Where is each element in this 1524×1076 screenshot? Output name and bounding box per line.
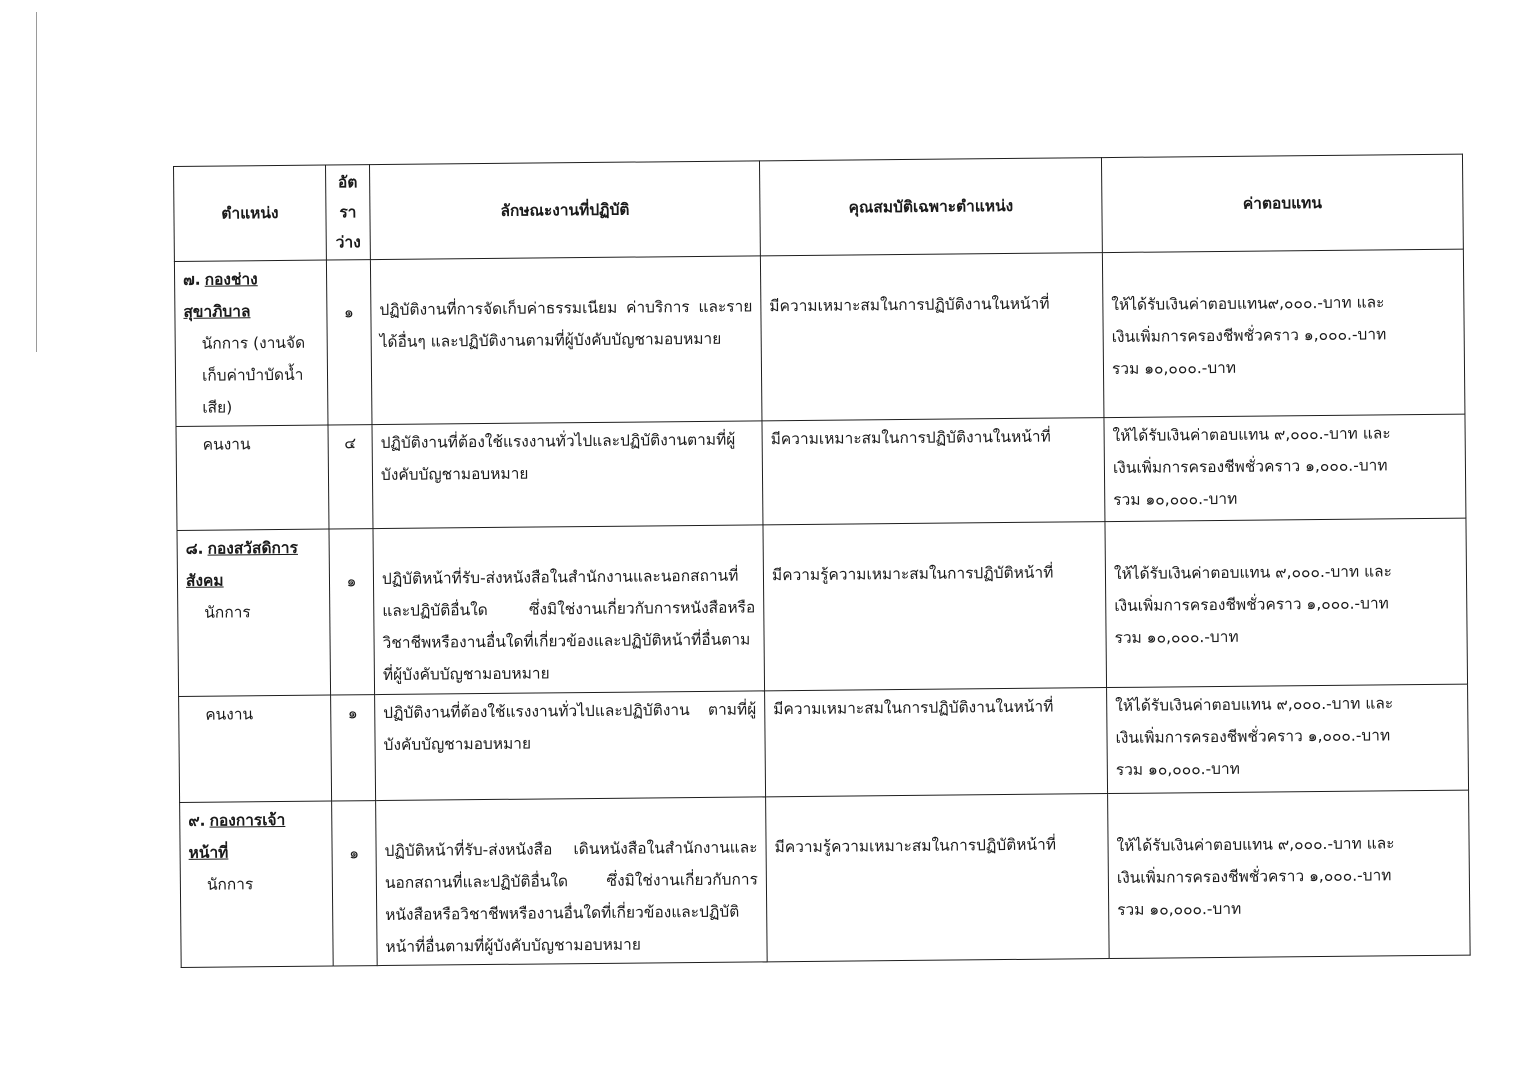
position-title: คนงาน bbox=[205, 705, 254, 724]
position-cell bbox=[179, 695, 332, 802]
qualifications-cell bbox=[760, 253, 1104, 421]
rate-value: ๑ bbox=[346, 572, 357, 591]
qualifications-cell bbox=[763, 522, 1107, 691]
section-name: กองช่างสุขาภิบาล bbox=[183, 270, 258, 321]
duties-cell bbox=[373, 525, 765, 695]
header-duties: ลักษณะงานที่ปฏิบัติ bbox=[369, 161, 760, 260]
rate-value: ๔ bbox=[344, 434, 357, 453]
compensation-cell bbox=[1108, 790, 1471, 958]
section-name: กองสวัสดิการสังคม bbox=[185, 538, 298, 590]
compensation-total: รวม ๑๐,๐๐๐.-บาท bbox=[1114, 627, 1239, 647]
header-qualifications: คุณสมบัติเฉพาะตำแหน่ง bbox=[759, 158, 1102, 256]
qualifications-text: มีความรู้ความเหมาะสมในการปฏิบัติหน้าที่ bbox=[771, 563, 1054, 585]
section-heading bbox=[188, 804, 324, 869]
duties-text: ปฏิบัติงานที่การจัดเก็บค่าธรรมเนียม ค่าบริการ และรายได้อื่นๆ และปฏิบัติงานตามที่ผู้บังคับบัญชามอบหมาย bbox=[379, 297, 753, 352]
qualifications-cell bbox=[762, 418, 1105, 525]
section-number: ๗. bbox=[183, 270, 201, 289]
rate-cell bbox=[331, 695, 376, 801]
qualifications-text: มีความเหมาะสมในการปฏิบัติงานในหน้าที่ bbox=[773, 697, 1054, 719]
compensation-line: เงินเพิ่มการครองชีพชั่วคราว ๑,๐๐๐.-บาท bbox=[1111, 325, 1387, 346]
duties-text: ปฏิบัติงานที่ต้องใช้แรงงานทั่วไปและปฏิบัติงาน ตามที่ผู้บังคับบัญชามอบหมาย bbox=[383, 700, 757, 755]
header-position: ตำแหน่ง bbox=[174, 165, 327, 261]
header-compensation: ค่าตอบแทน bbox=[1101, 154, 1463, 252]
qualifications-text: มีความเหมาะสมในการปฏิบัติงานในหน้าที่ bbox=[770, 427, 1051, 449]
compensation-cell bbox=[1102, 249, 1465, 417]
duties-text: ปฏิบัติหน้าที่รับ-ส่งหนังสือ เดินหนังสือในสำนักงานและนอกสถานที่และปฏิบัติอื่นใด ซึ่งมิใช่งานเกี่ยวกับการหนังสือหรือวิชาชีพหรืองานอื่นใดที่เกี่ยวข้องและปฏิบัติหน้าที่อื่นตามที่ผู้บังคับบัญชามอบหมาย bbox=[384, 838, 758, 956]
position-cell bbox=[180, 801, 334, 967]
table-row bbox=[176, 414, 1466, 530]
compensation-cell bbox=[1107, 684, 1469, 793]
compensation-total: รวม ๑๐,๐๐๐.-บาท bbox=[1111, 358, 1237, 378]
table-row bbox=[179, 684, 1469, 802]
duties-text: ปฏิบัติหน้าที่รับ-ส่งหนังสือในสำนักงานและนอกสถานที่และปฏิบัติอื่นใด ซึ่งมิใช่งานเกี่ยวกับการหนังสือหรือวิชาชีพหรืองานอื่นใดที่เกี่ยวข้องและปฏิบัติหน้าที่อื่นตามที่ผู้บังคับบัญชามอบหมาย bbox=[381, 566, 756, 685]
compensation-line: เงินเพิ่มการครองชีพชั่วคราว ๑,๐๐๐.-บาท bbox=[1112, 456, 1388, 477]
compensation-line: ให้ได้รับเงินค่าตอบแทน ๙,๐๐๐.-บาท และ bbox=[1116, 834, 1395, 855]
section-number: ๘. bbox=[185, 539, 204, 558]
rate-cell bbox=[332, 801, 378, 966]
compensation-cell bbox=[1104, 414, 1466, 521]
compensation-total: รวม ๑๐,๐๐๐.-บาท bbox=[1115, 759, 1240, 779]
qualifications-cell bbox=[766, 794, 1110, 962]
section-number: ๙. bbox=[188, 811, 206, 830]
duties-cell bbox=[376, 797, 768, 966]
rate-value: ๑ bbox=[347, 704, 358, 723]
section-name: กองการเจ้าหน้าที่ bbox=[188, 810, 286, 862]
rate-cell bbox=[328, 425, 373, 529]
position-title: นักการ (งานจัดเก็บค่าบำบัดน้ำเสีย) bbox=[201, 333, 306, 417]
rate-value: ๑ bbox=[349, 844, 360, 863]
compensation-line: ให้ได้รับเงินค่าตอบแทน ๙,๐๐๐.-บาท และ bbox=[1113, 562, 1393, 583]
position-cell bbox=[176, 425, 329, 530]
table-row bbox=[174, 249, 1465, 426]
job-vacancy-table bbox=[173, 154, 1471, 968]
position-title: นักการ bbox=[206, 875, 254, 894]
section-heading bbox=[183, 263, 319, 328]
position-title: นักการ bbox=[204, 603, 251, 622]
duties-cell bbox=[370, 256, 762, 425]
header-rate bbox=[325, 165, 370, 260]
compensation-line: เงินเพิ่มการครองชีพชั่วคราว ๑,๐๐๐.-บาท bbox=[1116, 866, 1392, 887]
rate-value: ๑ bbox=[343, 303, 354, 322]
duties-text: ปฏิบัติงานที่ต้องใช้แรงงานทั่วไปและปฏิบัติงานตามที่ผู้บังคับบัญชามอบหมาย bbox=[380, 430, 736, 485]
table-header-row bbox=[174, 154, 1464, 261]
duties-cell bbox=[372, 421, 763, 529]
position-cell bbox=[177, 529, 331, 696]
compensation-line: ให้ได้รับเงินค่าตอบแทน๙,๐๐๐.-บาท และ bbox=[1111, 293, 1385, 314]
compensation-line: ให้ได้รับเงินค่าตอบแทน ๙,๐๐๐.-บาท และ bbox=[1115, 694, 1394, 715]
position-cell bbox=[174, 260, 328, 426]
header-rate-line2: ว่าง bbox=[335, 233, 361, 252]
qualifications-text: มีความเหมาะสมในการปฏิบัติงานในหน้าที่ bbox=[769, 294, 1050, 316]
compensation-line: เงินเพิ่มการครองชีพชั่วคราว ๑,๐๐๐.-บาท bbox=[1114, 594, 1389, 615]
compensation-line: ให้ได้รับเงินค่าตอบแทน ๙,๐๐๐.-บาท และ bbox=[1112, 424, 1391, 445]
table-row bbox=[177, 518, 1468, 696]
compensation-line: เงินเพิ่มการครองชีพชั่วคราว ๑,๐๐๐.-บาท bbox=[1115, 726, 1391, 747]
scan-edge-line bbox=[36, 12, 37, 352]
duties-cell bbox=[375, 691, 766, 801]
compensation-total: รวม ๑๐,๐๐๐.-บาท bbox=[1117, 899, 1242, 919]
compensation-total: รวม ๑๐,๐๐๐.-บาท bbox=[1113, 489, 1238, 509]
table-row bbox=[180, 790, 1471, 967]
compensation-cell bbox=[1105, 518, 1468, 687]
qualifications-text: มีความรู้ความเหมาะสมในการปฏิบัติหน้าที่ bbox=[774, 835, 1057, 857]
section-heading bbox=[186, 532, 322, 597]
qualifications-cell bbox=[765, 688, 1108, 797]
position-title: คนงาน bbox=[202, 435, 251, 454]
header-rate-line1: อัตรา bbox=[337, 173, 358, 222]
rate-cell bbox=[326, 260, 372, 425]
rate-cell bbox=[329, 529, 375, 695]
